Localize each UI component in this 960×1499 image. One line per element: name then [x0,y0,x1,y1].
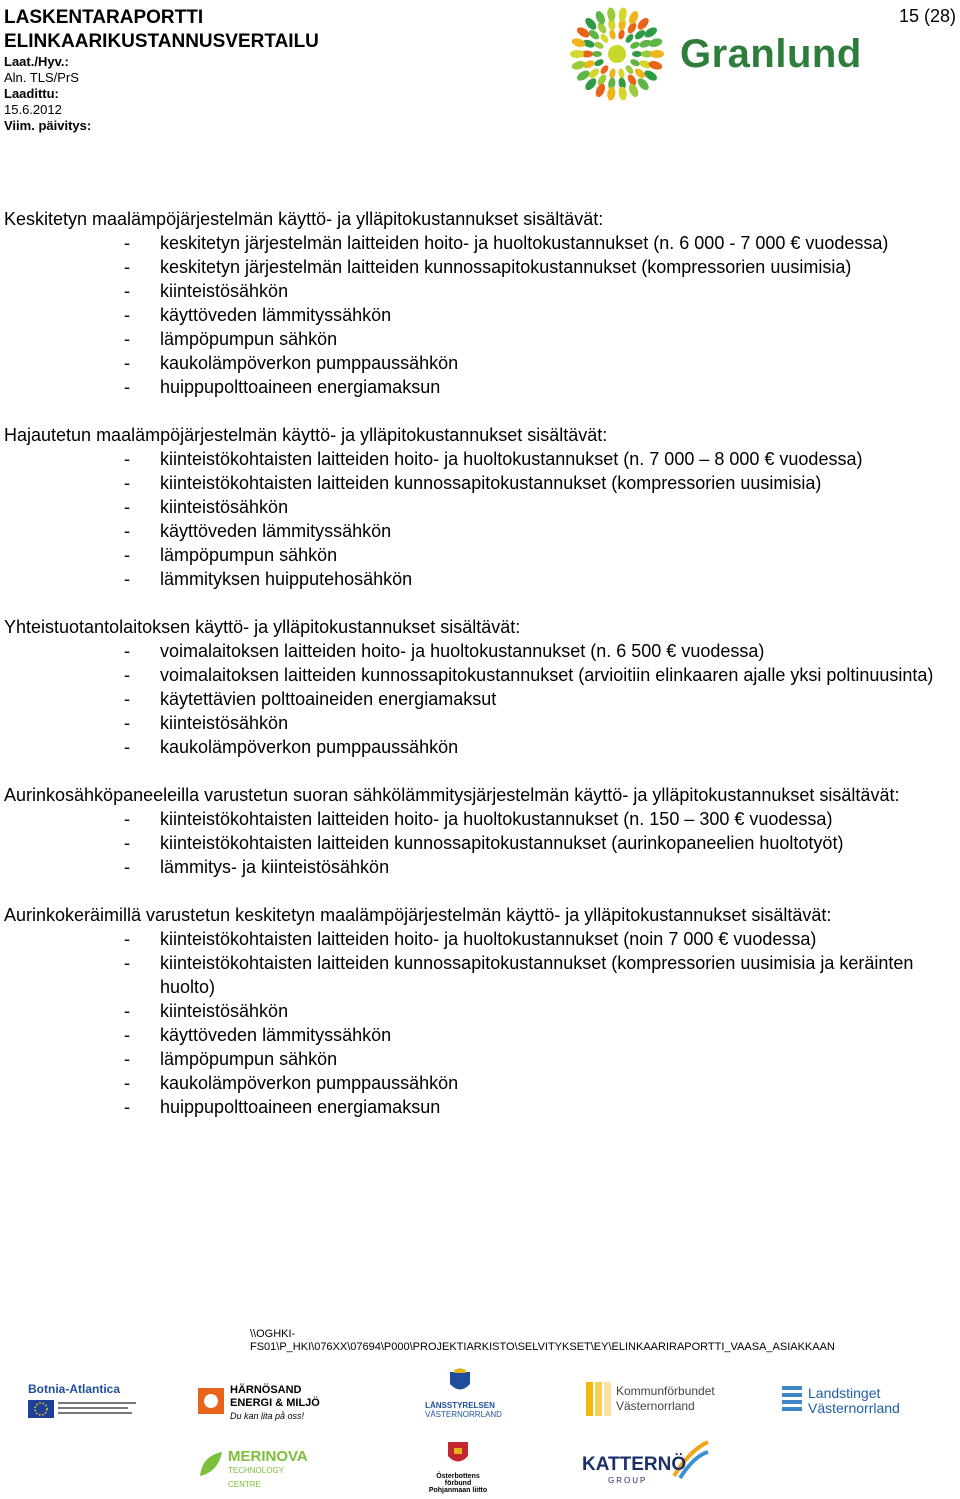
granlund-emblem-icon [565,4,675,104]
list-item-text: lämpöpumpun sähkön [160,329,338,349]
list-item [4,1023,949,1047]
botnia-atlantica-logo: Botnia-Atlantica [28,1382,138,1424]
harnosand-mark-icon [196,1386,226,1416]
list-item [4,303,949,327]
list-item-text: keskitetyn järjestelmän laitteiden kunnossapitokustannukset (kompressorien uusimisia) [160,257,852,277]
file-path [250,1328,835,1354]
bullet-dash: - [124,281,130,301]
list-item [4,711,949,735]
osterbottens-forbund-logo: Österbottens förbund Pohjanmaan liitto [426,1440,490,1494]
list-item-text: kiinteistökohtaisten laitteiden hoito- ja huoltokustannukset (noin 7 000 € vuodessa) [160,929,817,949]
list-item [4,567,949,591]
list-item-text: kiinteistökohtaisten laitteiden kunnossapitokustannukset (kompressorien uusimisia ja keräinten huolto) [160,953,914,997]
list-item-text: keskitetyn järjestelmän laitteiden hoito- ja huoltokustannukset (n. 6 000 - 7 000 € vuodessa) [160,233,889,253]
cost-item-list [4,447,949,591]
cost-section [4,783,949,879]
merinova-leaf-icon [198,1450,224,1478]
list-item [4,807,949,831]
bullet-dash: - [124,257,130,277]
list-item-text: kiinteistösähkön [160,713,289,733]
section-heading: Yhteistuotantolaitoksen käyttö- ja ylläpitokustannukset sisältävät: [4,617,521,637]
bullet-dash: - [124,449,130,469]
header-meta-line: Laat./Hyv.: [4,54,69,69]
list-item [4,831,949,855]
page-number: 15 (28) [898,6,956,26]
list-item-text: kiinteistösähkön [160,497,289,517]
list-item [4,855,949,879]
list-item [4,255,949,279]
cost-item-list [4,927,949,1119]
bullet-dash: - [124,377,130,397]
bullet-dash: - [124,569,130,589]
file-path-line: \\OGHKI- [250,1328,296,1340]
section-heading: Keskitetyn maalämpöjärjestelmän käyttö- ja ylläpitokustannukset sisältävät: [4,209,604,229]
bullet-dash: - [124,857,130,877]
list-item-text: kaukolämpöverkon pumppaussähkön [160,353,459,373]
list-item [4,375,949,399]
bullet-dash: - [124,833,130,853]
list-item [4,663,949,687]
bullet-dash: - [124,1073,130,1093]
list-item [4,1071,949,1095]
list-item-text: kiinteistökohtaisten laitteiden hoito- ja huoltokustannukset (n. 150 – 300 € vuodessa) [160,809,833,829]
list-item-text: kiinteistösähkön [160,281,289,301]
list-item-text: voimalaitoksen laitteiden hoito- ja huoltokustannukset (n. 6 500 € vuodessa) [160,641,765,661]
list-item-text: huippupolttoaineen energiamaksun [160,1097,441,1117]
list-item [4,951,949,999]
section-heading: Aurinkokeräimillä varustetun keskitetyn maalämpöjärjestelmän käyttö- ja ylläpitokustannukset sisältävät: [4,905,832,925]
section-heading: Hajautetun maalämpöjärjestelmän käyttö- ja ylläpitokustannukset sisältävät: [4,425,608,445]
list-item [4,639,949,663]
list-item [4,447,949,471]
landsting-waves-icon [782,1384,804,1416]
cost-section [4,903,949,1119]
bullet-dash: - [124,1097,130,1117]
header-meta-line: 15.6.2012 [4,102,62,117]
header-meta-line: Laadittu: [4,86,59,101]
list-item-text: kiinteistökohtaisten laitteiden kunnossapitokustannukset (kompressorien uusimisia) [160,473,822,493]
list-item [4,471,949,495]
bullet-dash: - [124,737,130,757]
harnosand-energi-logo: HÄRNÖSAND ENERGI & MILJÖ Du kan lita på oss! [196,1384,326,1424]
bullet-dash: - [124,353,130,373]
list-item-text: kaukolämpöverkon pumppaussähkön [160,737,459,757]
list-item-text: käyttöveden lämmityssähkön [160,305,392,325]
list-item [4,279,949,303]
granlund-logo [565,4,862,104]
bullet-dash: - [124,473,130,493]
list-item [4,927,949,951]
list-item-text: lämmitys- ja kiinteistösähkön [160,857,390,877]
bullet-dash: - [124,329,130,349]
kommunforbundet-logo: Kommunförbundet Västernorrland [586,1382,726,1418]
bullet-dash: - [124,809,130,829]
list-item-text: kiinteistökohtaisten laitteiden hoito- ja huoltokustannukset (n. 7 000 – 8 000 € vuodessa) [160,449,863,469]
list-item-text: lämpöpumpun sähkön [160,545,338,565]
list-item-text: kiinteistösähkön [160,1001,289,1021]
coat-of-arms-icon [445,1368,475,1396]
list-item-text: käyttöveden lämmityssähkön [160,1025,392,1045]
cost-item-list [4,231,949,399]
kommun-bars-icon [586,1382,612,1416]
cost-section [4,423,949,591]
bullet-dash: - [124,953,130,973]
lansstyrelsen-logo: LÄNSSTYRELSEN VÄSTERNORRLAND [425,1368,495,1418]
report-title: ELINKAARIKUSTANNUSVERTAILU [4,31,319,52]
list-item [4,1095,949,1119]
bullet-dash: - [124,1049,130,1069]
list-item [4,327,949,351]
list-item-text: lämpöpumpun sähkön [160,1049,338,1069]
list-item-text: käytettävien polttoaineiden energiamaksut [160,689,497,709]
bullet-dash: - [124,713,130,733]
list-item-text: voimalaitoksen laitteiden kunnossapitokustannukset (arvioitiin elinkaaren ajalle yksi poltinuusinta) [160,665,934,685]
section-heading: Aurinkosähköpaneeleilla varustetun suoran sähkölämmitysjärjestelmän käyttö- ja ylläpitokustannukset sisältävät: [4,785,900,805]
list-item-text: käyttöveden lämmityssähkön [160,521,392,541]
bullet-dash: - [124,233,130,253]
eu-flag-icon [28,1396,138,1424]
bullet-dash: - [124,1025,130,1045]
bullet-dash: - [124,929,130,949]
list-item-text: huippupolttoaineen energiamaksun [160,377,441,397]
osterbotten-shield-icon [446,1440,470,1468]
list-item [4,687,949,711]
file-path-line: FS01\P_HKI\076XX\07694\P000\PROJEKTIARKISTO\SELVITYKSET\EY\ELINKAARIRAPORTTI_VAASA_ASIAKKAAN [250,1341,835,1353]
bullet-dash: - [124,305,130,325]
document-body [4,207,949,1143]
cost-section [4,207,949,399]
cost-item-list [4,807,949,879]
list-item-text: kaukolämpöverkon pumppaussähkön [160,1073,459,1093]
list-item [4,1047,949,1071]
report-type: LASKENTARAPORTTI [4,7,204,28]
list-item [4,999,949,1023]
granlund-wordmark: Granlund [680,32,862,76]
list-item [4,519,949,543]
bullet-dash: - [124,1001,130,1021]
list-item [4,351,949,375]
header-meta-line: Viim. päivitys: [4,118,92,133]
list-item-text: lämmityksen huipputehosähkön [160,569,413,589]
list-item-text: kiinteistökohtaisten laitteiden kunnossapitokustannukset (aurinkopaneelien huoltotyöt) [160,833,844,853]
merinova-logo: MERINOVA TECHNOLOGY CENTRE [198,1448,318,1482]
bullet-dash: - [124,545,130,565]
bullet-dash: - [124,665,130,685]
cost-section [4,615,949,759]
header-meta-line: Aln. TLS/PrS [4,70,79,85]
bullet-dash: - [124,521,130,541]
document-header [4,6,319,134]
landstinget-logo: Landstinget Västernorrland [782,1384,922,1420]
list-item [4,543,949,567]
bullet-dash: - [124,497,130,517]
katterno-logo: KATTERNÖ GROUP [582,1440,712,1490]
cost-item-list [4,639,949,759]
bullet-dash: - [124,641,130,661]
list-item [4,735,949,759]
bullet-dash: - [124,689,130,709]
header-meta [4,54,319,134]
list-item [4,231,949,255]
list-item [4,495,949,519]
